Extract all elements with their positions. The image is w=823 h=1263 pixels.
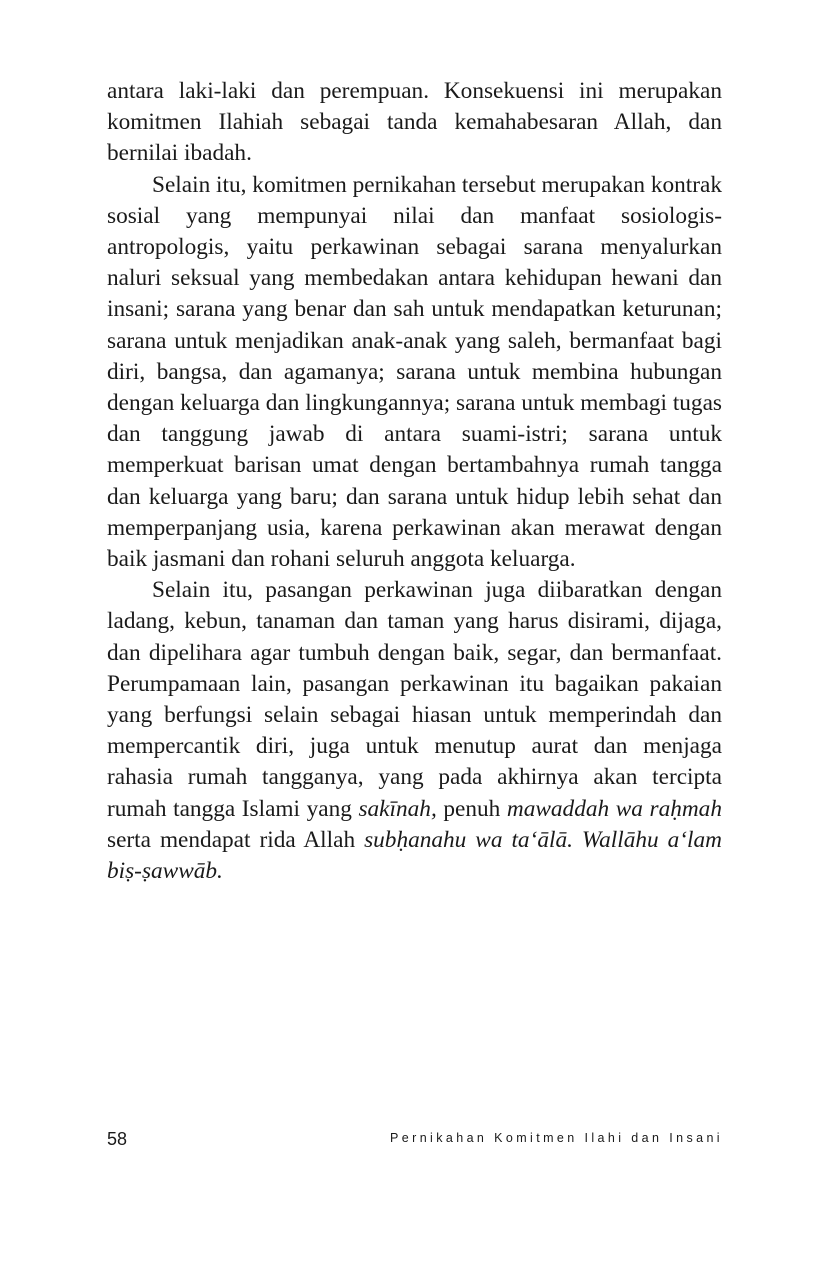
paragraph-3-italic-mawaddah: mawaddah wa raḥmah: [506, 795, 722, 822]
paragraph-3-text-part-2: penuh: [436, 795, 507, 822]
page-number: 58: [107, 1129, 128, 1149]
paragraph-3: [107, 575, 722, 887]
paragraph-1: [107, 76, 722, 170]
paragraph-3-text-part-1: Selain itu, pasangan perkawinan juga diibaratkan dengan ladang, kebun, tanaman dan taman yang harus disirami, dijaga, dan dipelihara agar tumbuh dengan baik, segar, dan bermanfaat. Perumpamaan lain, pasangan perkawinan itu bagaikan pakaian yang berfungsi selain sebagai hiasan untuk memperindah dan mempercantik diri, juga untuk menutup aurat dan menjaga rahasia rumah tangganya, yang pada akhirnya akan tercipta rumah tangga Islami yang: [107, 577, 722, 822]
paragraph-3-text-part-3: serta mendapat rida Allah: [107, 826, 365, 853]
paragraph-2: [107, 170, 722, 576]
paragraph-3-italic-closing: subḥanahu wa ta‘ālā. Wallāhu a‘lam biṣ-ṣawwāb.: [107, 826, 722, 885]
paragraph-2-text: Selain itu, komitmen pernikahan tersebut merupakan kontrak sosial yang mempunyai nilai dan manfaat sosiologis-antropologis, yaitu perkawinan sebagai sarana menyalurkan naluri seksual yang membedakan antara kehidupan hewani dan insani; sarana yang benar dan sah untuk mendapatkan keturunan; sarana untuk menjadikan anak-anak yang saleh, bermanfaat bagi diri, bangsa, dan agamanya; sarana untuk membina hubungan dengan keluarga dan lingkungannya; sarana untuk membagi tugas dan tanggung jawab di antara suami-istri; sarana untuk memperkuat barisan umat dengan bertambahnya rumah tangga dan keluarga yang baru; dan sarana untuk hidup lebih sehat dan memperpanjang usia, karena perkawinan akan merawat dengan baik jasmani dan rohani seluruh anggota keluarga.: [107, 171, 722, 573]
paragraph-3-italic-sakinah: sakīnah,: [358, 795, 437, 822]
paragraph-1-text: antara laki-laki dan perempuan. Konsekuensi ini merupakan komitmen Ilahiah sebagai tanda kemahabesaran Allah, dan bernilai ibadah.: [107, 78, 722, 167]
running-title: Pernikahan Komitmen Ilahi dan Insani: [390, 1131, 723, 1145]
body-text: [107, 76, 722, 887]
